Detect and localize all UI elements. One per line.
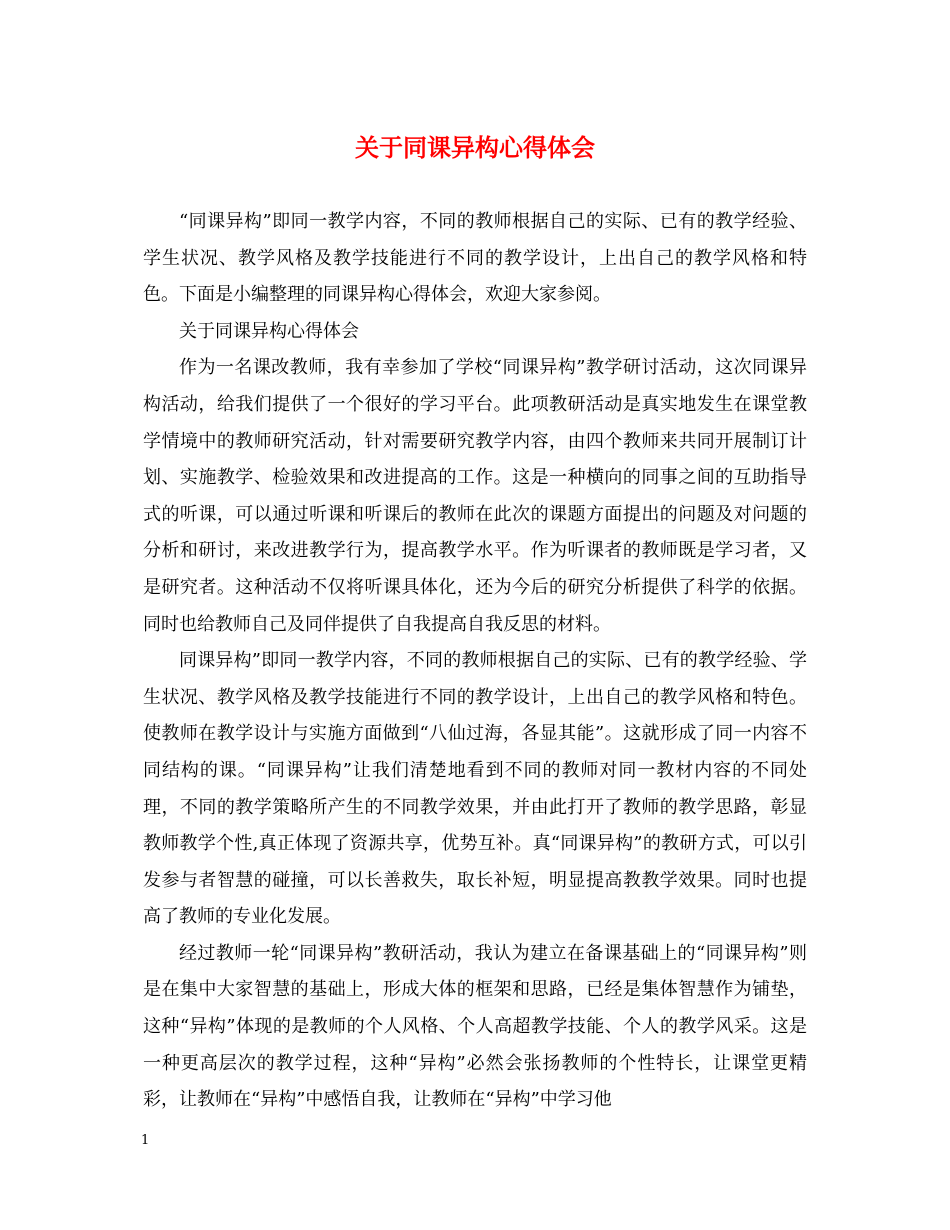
document-title: 关于同课异构心得体会 — [355, 134, 595, 162]
section-heading: 关于同课异构心得体会 — [179, 320, 359, 342]
body-paragraph-2: 同课异构”即同一教学内容，不同的教师根据自己的实际、已有的教学经验、学生状况、教学风格及教学技能进行不同的教学设计，上出自己的教学风格和特色。使教师在教学设计与实施方面做到“八仙过海，各显其能”。这就形成了同一内容不同结构的课。“同课异构”让我们清楚地看到不同的教师对同一教材内容的不同处理，不同的教学策略所产生的不同教学效果，并由此打开了教师的教学思路，彰显教师教学个性,真正体现了资源共享，优势互补。真“同课异构”的教研方式，可以引发参与者智慧的碰撞，可以长善救失，取长补短，明显提高教教学效果。同时也提高了教师的专业化发展。 — [143, 650, 807, 928]
page-number: 1 — [141, 1133, 150, 1148]
body-paragraph-1: 作为一名课改教师，我有幸参加了学校“同课异构”教学研讨活动，这次同课异构活动，给我们提供了一个很好的学习平台。此项教研活动是真实地发生在课堂教学情境中的教师研究活动，针对需要研究教学内容，由四个教师来共同开展制订计划、实施教学、检验效果和改进提高的工作。这是一种横向的同事之间的互助指导式的听课，可以通过听课和听课后的教师在此次的课题方面提出的问题及对问题的分析和研讨，来改进教学行为，提高教学水平。作为听课者的教师既是学习者，又是研究者。这种活动不仅将听课具体化，还为今后的研究分析提供了科学的依据。同时也给教师自己及同伴提供了自我提高自我反思的材料。 — [143, 357, 807, 635]
document-body — [143, 204, 807, 1119]
body-paragraph-3: 经过教师一轮“同课异构”教研活动，我认为建立在备课基础上的“同课异构”则是在集中大家智慧的基础上，形成大体的框架和思路，已经是集体智慧作为铺垫，这种“异构”体现的是教师的个人风格、个人高超教学技能、个人的教学风采。这是一种更高层次的教学过程，这种“异构”必然会张扬教师的个性特长，让课堂更精彩，让教师在“异构”中感悟自我，让教师在“异构”中学习他 — [143, 942, 807, 1111]
intro-paragraph: “同课异构”即同一教学内容，不同的教师根据自己的实际、已有的教学经验、学生状况、教学风格及教学技能进行不同的教学设计，上出自己的教学风格和特色。下面是小编整理的同课异构心得体会，欢迎大家参阅。 — [143, 211, 807, 306]
